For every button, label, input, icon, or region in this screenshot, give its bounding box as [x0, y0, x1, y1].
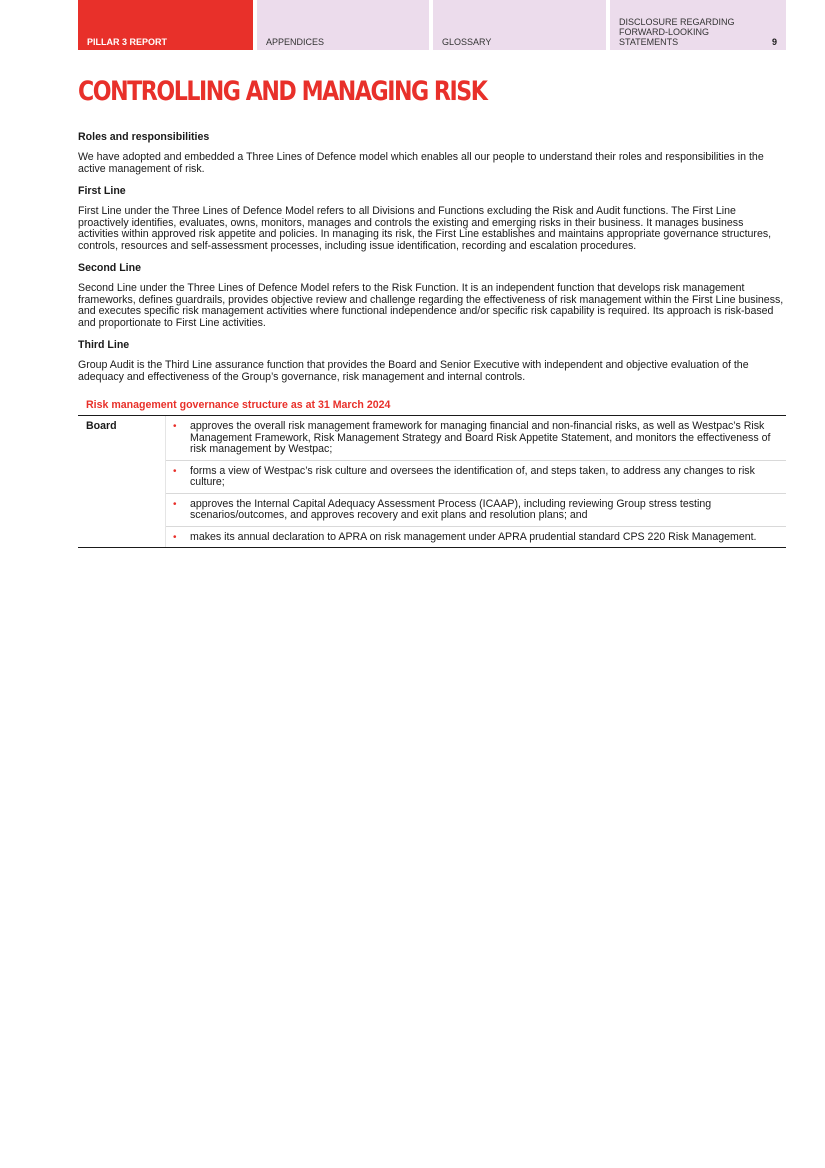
list-item — [166, 494, 786, 527]
bullet-icon: • — [173, 531, 177, 543]
governance-table-title: Risk management governance structure as at 31 March 2024 — [86, 399, 391, 411]
list-item — [166, 527, 786, 548]
section-third-line — [78, 339, 786, 383]
section-heading: Third Line — [78, 339, 130, 351]
tab-appendices[interactable] — [257, 0, 429, 50]
tab-disclosure[interactable] — [610, 0, 786, 50]
item-text: forms a view of Westpac’s risk culture and oversees the identification of, and steps taken, to address any changes to risk culture; — [190, 464, 755, 488]
item-text: approves the overall risk management framework for managing financial and non-financial risks, as well as Westpac’s Risk Management Framework, Risk Management Strategy and Board Risk Appetite Statement, and monitors the effectiveness of risk management by Westpac; — [190, 420, 771, 455]
section-second-line — [78, 262, 786, 329]
section-body: Second Line under the Three Lines of Defence Model refers to the Risk Function. It is an independent function that develops risk management frameworks, defines guardrails, provides objective review and challenge regarding the effectiveness of risk management within the First Line business, and executes specific risk management activities where functional independence and/or specific risk capability is required. Its approach is risk-based and proportionate to First Line activities. — [78, 282, 784, 329]
tab-glossary[interactable] — [433, 0, 606, 50]
page-number: 9 — [771, 37, 777, 47]
section-heading: Roles and responsibilities — [78, 131, 210, 143]
row-items — [165, 416, 786, 547]
tab-label: GLOSSARY — [442, 37, 492, 47]
row-label: Board — [86, 420, 117, 432]
tab-label: PILLAR 3 REPORT — [87, 37, 168, 47]
section-first-line — [78, 185, 786, 252]
section-body: Group Audit is the Third Line assurance function that provides the Board and Senior Executive with independent and objective evaluation of the adequacy and effectiveness of the Group’s governance, risk management and internal controls. — [78, 359, 749, 383]
page-title: CONTROLLING AND MANAGING RISK — [78, 76, 487, 107]
top-navigation — [78, 0, 786, 50]
bullet-icon: • — [173, 421, 177, 432]
governance-table — [78, 415, 786, 548]
section-heading: First Line — [78, 185, 126, 197]
item-text: makes its annual declaration to APRA on risk management under APRA prudential standard CPS 220 Risk Management. — [190, 530, 757, 543]
tab-pillar-3-report[interactable] — [78, 0, 253, 50]
section-roles — [78, 131, 786, 175]
section-body: First Line under the Three Lines of Defence Model refers to all Divisions and Functions excluding the Risk and Audit functions. The First Line proactively identifies, evaluates, owns, monitors, manages and controls the existing and emerging risks in their business. It manages business activities within approved risk appetite and policies. In managing its risk, the First Line establishes and maintains appropriate governance structures, controls, resources and self-assessment processes, including issue identification, recording and escalation procedures. — [78, 205, 772, 252]
bullet-icon: • — [173, 465, 177, 477]
tab-label: DISCLOSURE REGARDING FORWARD-LOOKING STATEMENTS — [619, 17, 735, 47]
section-body: We have adopted and embedded a Three Lines of Defence model which enables all our people to understand their roles and responsibilities in the active management of risk. — [78, 151, 764, 175]
list-item — [166, 416, 786, 461]
bullet-icon: • — [173, 498, 177, 510]
item-text: approves the Internal Capital Adequacy Assessment Process (ICAAP), including reviewing Group stress testing scenarios/outcomes, and approves recovery and exit plans and resolution plans; and — [190, 497, 712, 521]
list-item — [166, 461, 786, 494]
main-content — [78, 131, 786, 548]
section-heading: Second Line — [78, 262, 141, 274]
table-row — [78, 416, 786, 547]
tab-label: APPENDICES — [266, 37, 325, 47]
